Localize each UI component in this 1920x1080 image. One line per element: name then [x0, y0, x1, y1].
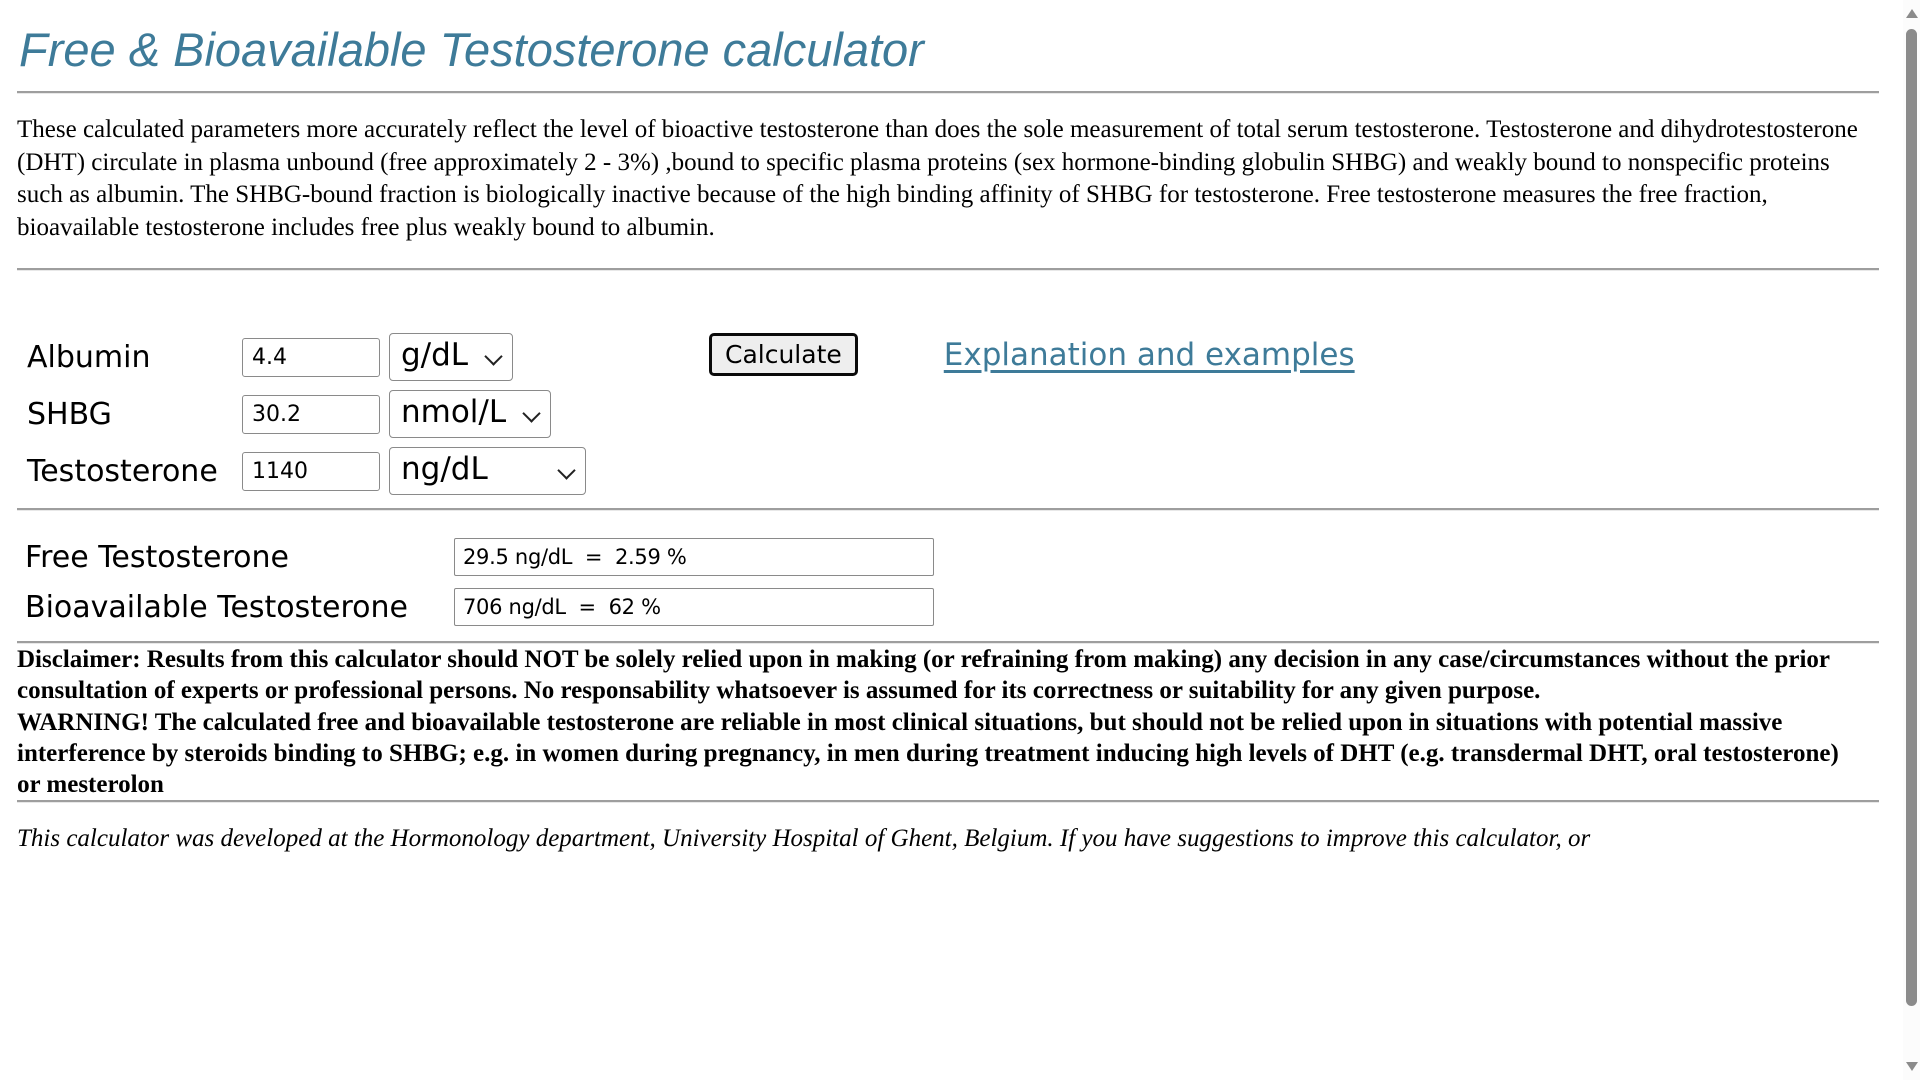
results-section [17, 537, 1879, 641]
testosterone-row [17, 447, 1879, 495]
divider [17, 91, 1879, 94]
testosterone-input[interactable] [242, 452, 380, 491]
vertical-scrollbar[interactable] [1903, 0, 1920, 1080]
scroll-down-arrow-icon[interactable] [1906, 1062, 1918, 1071]
shbg-input[interactable] [242, 395, 380, 434]
calculate-button[interactable]: Calculate [709, 333, 858, 376]
explanation-link[interactable]: Explanation and examples [943, 336, 1355, 373]
albumin-unit-wrap [389, 333, 513, 381]
disclaimer-text: Disclaimer: Results from this calculator should NOT be solely relied upon in making (or refraining from making) any decision in any case/circumstances without the prior consultation of experts or professional persons. No responsability whatsoever is assumed for its correctness or suitability for any given purpose. [17, 646, 1830, 705]
albumin-unit-select[interactable] [389, 333, 513, 381]
testosterone-unit-wrap [389, 447, 586, 495]
bioavailable-testosterone-row [17, 587, 1879, 627]
testosterone-label: Testosterone [27, 453, 218, 489]
albumin-label: Albumin [27, 339, 151, 375]
bioavailable-testosterone-result-input[interactable] [454, 588, 934, 626]
free-testosterone-row [17, 537, 1879, 577]
warning-text: WARNING! The calculated free and bioavailable testosterone are reliable in most clinical situations, but should not be relied upon in situations with potential massive interference by steroids binding to SHBG; e.g. in women during pregnancy, in men during treatment inducing high levels of DHT (e.g. transdermal DHT, oral testosterone) or mesterolon [17, 708, 1839, 798]
scroll-up-arrow-icon[interactable] [1906, 9, 1918, 18]
scrollbar-thumb[interactable] [1906, 29, 1917, 1006]
shbg-row [17, 390, 1879, 438]
divider [17, 268, 1879, 271]
shbg-unit-select[interactable] [389, 390, 551, 438]
bioavailable-testosterone-label: Bioavailable Testosterone [25, 589, 408, 625]
testosterone-unit-select[interactable] [389, 447, 586, 495]
intro-paragraph: These calculated parameters more accurately reflect the level of bioactive testosterone than does the sole measurement of total serum testosterone. Testosterone and dihydrotestosterone (DHT) circulate in plasma unbound (free approximately 2 - 3%) ,bound to specific plasma proteins (sex hormone-binding globulin SHBG) and weakly bound to nonspecific proteins such as albumin. The SHBG-bound fraction is biologically inactive because of the high binding affinity of SHBG for testosterone. Free testosterone measures the free fraction, bioavailable testosterone includes free plus weakly bound to albumin. [17, 116, 1858, 241]
page-title: Free & Bioavailable Testosterone calculator [19, 23, 924, 76]
input-form [17, 333, 1879, 508]
divider [17, 508, 1879, 511]
albumin-input[interactable] [242, 338, 380, 377]
footer-credit-text: This calculator was developed at the Hormonology department, University Hospital of Ghent, Belgium. If you have suggestions to improve this calculator, or [17, 825, 1591, 853]
calculator-page [17, 22, 1879, 856]
form-actions [709, 333, 1355, 376]
shbg-label: SHBG [27, 396, 112, 432]
free-testosterone-result-input[interactable] [454, 538, 934, 576]
divider [17, 800, 1879, 803]
free-testosterone-label: Free Testosterone [25, 539, 289, 575]
shbg-unit-wrap [389, 390, 551, 438]
